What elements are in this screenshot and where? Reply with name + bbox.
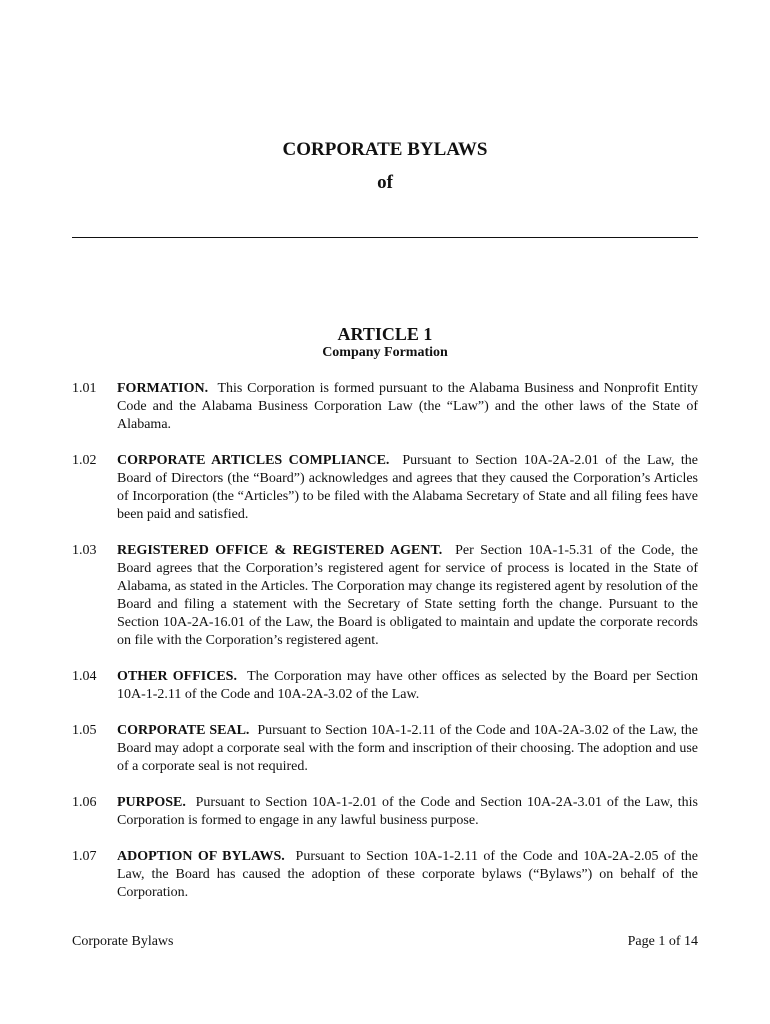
section-heading: CORPORATE ARTICLES COMPLIANCE. bbox=[117, 453, 390, 468]
section-text: Pursuant to Section 10A-1-2.11 of the Code and 10A-2A-2.05 of the Law, the Board has caused the adoption of these corporate bylaws (“Bylaws”) on behalf of the Corporation. bbox=[117, 849, 698, 900]
section-number: 1.07 bbox=[72, 849, 97, 864]
section-body bbox=[117, 848, 698, 902]
section-heading: FORMATION. bbox=[117, 381, 209, 396]
article-heading: ARTICLE 1 bbox=[337, 324, 433, 344]
section-heading: REGISTERED OFFICE & REGISTERED AGENT. bbox=[117, 543, 443, 558]
section-text: Pursuant to Section 10A-1-2.11 of the Code and 10A-2A-3.02 of the Law, the Board may adopt a corporate seal with the form and inscription of their choosing. The adoption and use of a corporate seal is not required. bbox=[117, 723, 698, 774]
section-heading: OTHER OFFICES. bbox=[117, 669, 237, 684]
section-1-07 bbox=[72, 848, 698, 902]
section-body bbox=[117, 722, 698, 776]
section-1-01 bbox=[72, 380, 698, 434]
section-heading: CORPORATE SEAL. bbox=[117, 723, 250, 738]
section-number: 1.04 bbox=[72, 669, 97, 684]
section-heading: PURPOSE. bbox=[117, 795, 186, 810]
section-1-06 bbox=[72, 794, 698, 830]
section-1-03 bbox=[72, 542, 698, 650]
document-of-label: of bbox=[377, 172, 393, 193]
section-1-04 bbox=[72, 668, 698, 704]
section-number: 1.01 bbox=[72, 381, 97, 396]
footer-page-number: Page 1 of 14 bbox=[627, 934, 698, 949]
section-number: 1.03 bbox=[72, 543, 97, 558]
sections-list bbox=[72, 380, 698, 902]
section-1-05 bbox=[72, 722, 698, 776]
company-name-blank-line bbox=[72, 237, 698, 238]
section-text: Pursuant to Section 10A-2A-2.01 of the Law, the Board of Directors (the “Board”) acknowledges and agrees that they caused the Corporation’s Articles of Incorporation (the “Articles”) to be filed with the Alabama Secretary of State and all filing fees have been paid and satisfied. bbox=[117, 453, 698, 522]
section-heading: ADOPTION OF BYLAWS. bbox=[117, 849, 285, 864]
section-number: 1.02 bbox=[72, 453, 97, 468]
section-number: 1.06 bbox=[72, 795, 97, 810]
section-text: Per Section 10A-1-5.31 of the Code, the Board agrees that the Corporation’s registered agent for service of process is located in the State of Alabama, as stated in the Articles. The Corporation may change its registered agent by resolution of the Board and filing a statement with the Secretary of State setting forth the change. Pursuant to the Section 10A-2A-16.01 of the Law, the Board is obligated to maintain and update the corporate records on file with the Corporation’s registered agent. bbox=[117, 543, 699, 648]
section-body bbox=[117, 794, 698, 830]
section-body bbox=[117, 668, 698, 704]
section-body bbox=[117, 380, 698, 434]
article-subheading: Company Formation bbox=[322, 345, 448, 360]
document-title: CORPORATE BYLAWS bbox=[282, 139, 488, 160]
section-number: 1.05 bbox=[72, 723, 97, 738]
section-text: Pursuant to Section 10A-1-2.01 of the Code and Section 10A-2A-3.01 of the Law, this Corporation is formed to engage in any lawful business purpose. bbox=[117, 795, 698, 828]
section-body bbox=[117, 542, 698, 650]
footer-document-name: Corporate Bylaws bbox=[72, 934, 174, 949]
section-body bbox=[117, 452, 698, 524]
section-text: This Corporation is formed pursuant to the Alabama Business and Nonprofit Entity Code and the Alabama Business Corporation Law (the “Law”) and the other laws of the State of Alabama. bbox=[117, 381, 699, 432]
section-1-02 bbox=[72, 452, 698, 524]
section-text: The Corporation may have other offices as selected by the Board per Section 10A-1-2.11 of the Code and 10A-2A-3.02 of the Law. bbox=[117, 669, 698, 702]
